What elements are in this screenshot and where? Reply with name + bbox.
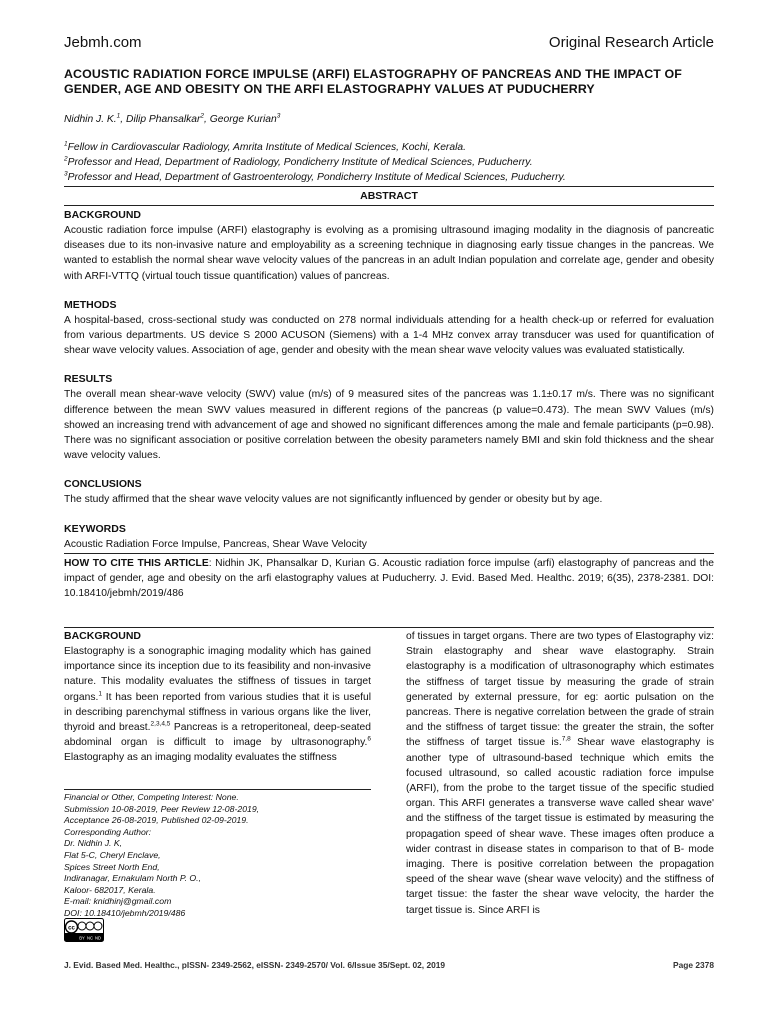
affiliation-line [64, 140, 714, 155]
body-paragraph [406, 629, 714, 918]
divider [64, 553, 714, 554]
page-footer [64, 960, 714, 970]
affiliations [64, 140, 714, 185]
methods-text: A hospital-based, cross-sectional study was conducted on 278 normal individuals attending for a health check-up or referred for evaluation from various departments. US device S 2000 ACUSON (Siemens) with a 1-4 MHz convex array transducer was used for quantification of shear wave velocity values. Association of age, gender and obesity with the mean shear wave velocity values was evaluated statistically. [64, 314, 714, 357]
affiliation-text: Professor and Head, Department of Gastroenterology, Pondicherry Institute of Medical Sciences, Puducherry. [67, 172, 566, 183]
cite-label: HOW TO CITE THIS ARTICLE [64, 557, 209, 569]
body-text: Elastography is a sonographic imaging modality which has gained importance since its inception due to its feasibility and non-invasive nature. This modality evaluates the stiffness of tissues in target organs. [64, 646, 371, 703]
footnote-line: Acceptance 26-08-2019, Published 02-09-2019. [64, 815, 249, 826]
affiliation-line [64, 170, 714, 185]
page-header [64, 34, 714, 54]
background-text: Acoustic radiation force impulse (ARFI) elastography is evolving as a promising ultrasound imaging modality in the diagnosis of pancreatic diseases due to its non-invasive nature and employability as a screening technique in diagnosing early tissue changes in the pancreas. We wanted to establish the normal shear wave velocity values of the pancreas in an adult Indian population and correlate age, gender and obesity with ARFI-VTTQ (virtual touch tissue quantification) values of pancreas. [64, 225, 714, 282]
background-heading: BACKGROUND [64, 209, 141, 221]
abstract-section [64, 208, 714, 601]
body-left-column [64, 629, 371, 766]
affiliation-sup: 1 [64, 140, 68, 148]
affiliation-sup: 3 [64, 170, 68, 178]
footnote-line: Corresponding Author: [64, 826, 152, 837]
badge-nc: NC [86, 935, 94, 941]
citation-ref: 7,8 [561, 736, 571, 743]
affiliation-line [64, 155, 714, 170]
by-person-icon [78, 922, 86, 930]
author-sup: 2 [200, 112, 205, 120]
body-text: Pancreas is a retroperitoneal, deep-seated abdominal organ is difficult to image by ultrasonography. [64, 722, 371, 749]
author-sup: 1 [116, 112, 121, 120]
nd-equals-icon [94, 922, 102, 930]
conclusions-text: The study affirmed that the shear wave velocity values are not significantly influenced by gender or obesity but by age. [64, 494, 603, 506]
footnote-line: Spices Street North End, [64, 861, 160, 872]
affiliation-text: Fellow in Cardiovascular Radiology, Amrita Institute of Medical Sciences, Kochi, Kerala. [67, 142, 466, 153]
conclusions-heading: CONCLUSIONS [64, 478, 142, 491]
keywords-heading: KEYWORDS [64, 522, 126, 535]
results-text: The overall mean shear-wave velocity (SWV) value (m/s) of 9 measured sites of the pancreas was 1.1±0.17 m/s. There was no significant difference between the mean SWV values measured in different regions of the pancreas (p value=0.473). The mean SWV Values (m/s) showed an increasing trend with advancement of age and showed no significant differences among the male and female participants (p=0.98). There was no significant association or positive correlation between the obesity parameters namely BMI and skin fold thickness and the shear wave velocity values. [64, 389, 714, 462]
citation-ref: 2,3,4,5 [150, 720, 171, 728]
citation-ref: 6 [367, 735, 371, 743]
body-background-heading: BACKGROUND [64, 630, 141, 642]
author-name: George Kurian [209, 114, 277, 125]
author-name: Dilip Phansalkar [126, 114, 201, 125]
page-number: Page 2378 [673, 960, 714, 970]
affiliation-sup: 2 [64, 155, 68, 163]
site-name: Jebmh.com [64, 34, 142, 51]
affiliation-text: Professor and Head, Department of Radiology, Pondicherry Institute of Medical Sciences, Puducherry. [67, 157, 533, 168]
footnote-line: Submission 10-08-2019, Peer Review 12-08-2019, [64, 803, 260, 814]
badge-nd: ND [94, 935, 102, 941]
body-text: Shear wave elastography is another type of ultrasound-based technique which emits the focused ultrasound, so called acoustic radiation force impulse (ARFI), from the probe to the target tissue of the specific studied organ. This ARFI generates a transverse wave called shear wave' and the stiffness of the target tissue is estimated by measuring the propagation speed of shear wave. These images often produce a wider contrast in disease states in comparison to that of B- mode imaging. There is positive correlation between the propagation speed of the shear wave (shear wave velocity) and the stiffness of target tissue: the faster the shear wave velocity, the harder the target tissue is. Since ARFI is [406, 737, 714, 916]
citation-ref: 1 [98, 690, 102, 698]
footnote-line: DOI: 10.18410/jebmh/2019/486 [64, 907, 186, 918]
badge-by: BY [79, 935, 85, 941]
article-title: ACOUSTIC RADIATION FORCE IMPULSE (ARFI) ELASTOGRAPHY OF PANCREAS AND THE IMPACT OF GENDER, AGE AND OBESITY ON THE ARFI ELASTOGRAPHY VALUES AT PUDUCHERRY [64, 67, 682, 96]
abstract-label: ABSTRACT [64, 186, 714, 206]
article-type: Original Research Article [548, 34, 714, 51]
journal-info: J. Evid. Based Med. Healthc., pISSN- 2349-2562, eISSN- 2349-2570/ Vol. 6/Issue 35/Sept. 02, 2019 [64, 960, 446, 970]
results-heading: RESULTS [64, 373, 113, 386]
nc-dollar-icon [86, 922, 94, 930]
body-text: It has been reported from various studies that it is useful in describing parenchymal stiffness in various organs like the liver, thyroid and breast. [64, 691, 371, 734]
cc-mark: cc [68, 925, 75, 932]
cc-license-icon [64, 918, 104, 942]
footnote-line: Dr. Nidhin J. K, [64, 838, 123, 849]
author-sup: 3 [276, 112, 281, 120]
how-to-cite [64, 556, 714, 602]
body-right-column [406, 629, 714, 918]
footnote-line: Indiranagar, Ernakulam North P. O., [64, 873, 201, 884]
body-text: Elastography as an imaging modality evaluates the stiffness [64, 752, 337, 764]
footnote-line: E-mail: knidhinj@gmail.com [64, 896, 172, 907]
footnote-line: Flat 5-C, Cheryl Enclave, [64, 849, 161, 860]
body-paragraph [64, 644, 371, 766]
body-text: of tissues in target organs. There are two types of Elastography viz: Strain elastography and shear wave elastography. Strain elastography is a modification of ultrasonography which estimates the stiffness of target tissue by measuring the grade of strain generated by external pressure, for eg: aortic pulsation on the pancreas. There is negative correlation between the grade of strain and the stiffness of target tissue: the greater the strain, the softer the stiffness of target tissue is. [406, 631, 714, 749]
divider [64, 789, 371, 790]
keywords-text: Acoustic Radiation Force Impulse, Pancreas, Shear Wave Velocity [64, 538, 367, 550]
author-name: Nidhin J. K. [64, 114, 117, 125]
author-list: Nidhin J. K.$^1$, Dilip Phansalkar$^2$, George Kurian$^3$ [64, 112, 281, 125]
cite-text: : Nidhin JK, Phansalkar D, Kurian G. Acoustic radiation force impulse (arfi) elastography of pancreas and the impact of gender, age and obesity on the arfi elastography values at Puducherry. J. Evid. Based Med. Healthc. 2019; 6(35), 2378-2381. DOI: 10.18410/jebmh/2019/486 [64, 557, 714, 600]
methods-heading: METHODS [64, 298, 117, 311]
footnote [64, 792, 371, 920]
divider [64, 627, 714, 628]
footnote-line: Financial or Other, Competing Interest: None. [64, 792, 239, 802]
footnote-line: Kaloor- 682017, Kerala. [64, 884, 156, 895]
